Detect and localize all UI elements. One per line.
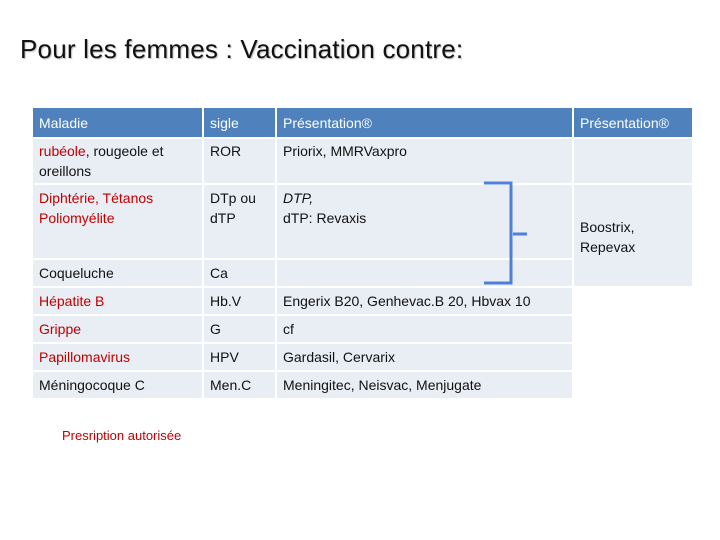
table-row [33,139,692,183]
cell-sigle: Hb.V [204,288,275,314]
cell-presentation: cf [277,316,572,342]
cell-maladie: Coqueluche [33,260,202,286]
cell-maladie: Hépatite B [33,288,202,314]
cell-maladie: Méningocoque C [33,372,202,398]
cell-presentation: Engerix B20, Genhevac.B 20, Hbvax 10 [277,288,572,314]
cell-sigle: G [204,316,275,342]
cell-maladie [33,139,202,183]
table-row [33,372,692,398]
table-row [33,344,692,370]
footnote: Presription autorisée [62,428,182,443]
page-title: Pour les femmes : Vaccination contre: [20,34,464,64]
cell-maladie: Grippe [33,316,202,342]
cell-empty [574,372,692,398]
header-sigle: sigle [204,108,275,137]
header-maladie: Maladie [33,108,202,137]
cell-presentation [277,185,572,258]
cell-sigle: DTp ou dTP [204,185,275,258]
cell-sigle: Ca [204,260,275,286]
table-row [33,185,692,258]
maladie-red-text: rubéole [39,143,86,159]
table-header-row [33,108,692,137]
cell-empty [574,288,692,314]
cell-presentation-2-merged: Boostrix, Repevax [574,185,692,286]
maladie-rest-text: , rougeole et oreillons [39,143,164,179]
cell-empty [574,344,692,370]
cell-presentation-2 [574,139,692,183]
header-presentation: Présentation® [277,108,572,137]
cell-sigle: ROR [204,139,275,183]
cell-sigle: Men.C [204,372,275,398]
header-presentation-2: Présentation® [574,108,692,137]
cell-sigle: HPV [204,344,275,370]
cell-maladie: Papillomavirus [33,344,202,370]
cell-maladie: Diphtérie, Tétanos Poliomyélite [33,185,202,258]
presentation-line-2: dTP: Revaxis [283,210,367,226]
cell-presentation [277,260,572,286]
cell-presentation: Priorix, MMRVaxpro [277,139,572,183]
table-row [33,288,692,314]
cell-empty [574,316,692,342]
vaccination-table [31,106,694,400]
presentation-line-1: DTP, [283,190,314,206]
table-row [33,316,692,342]
cell-presentation: Meningitec, Neisvac, Menjugate [277,372,572,398]
cell-presentation: Gardasil, Cervarix [277,344,572,370]
